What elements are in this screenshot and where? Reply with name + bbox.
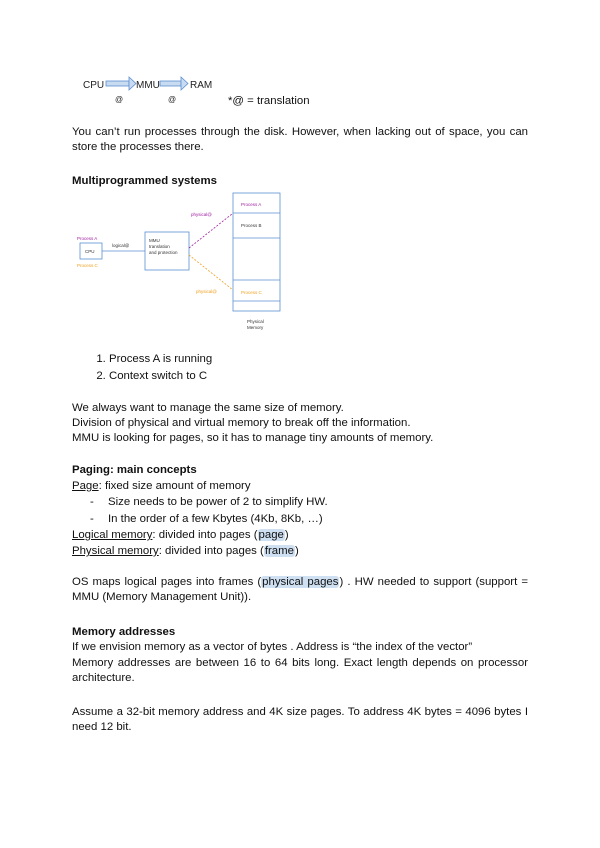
- physical-memory-label-2: Memory: [247, 325, 264, 330]
- process-steps-list: [72, 351, 212, 385]
- page-bullet-list: [72, 494, 528, 528]
- page-bullet: - Size needs to be power of 2 to simplify HW.: [90, 494, 528, 511]
- logical-memory-def: : divided into pages (: [152, 529, 258, 541]
- multiprogrammed-heading: Multiprogrammed systems: [72, 175, 217, 187]
- translation-note: *@ = translation: [228, 95, 310, 107]
- logical-memory-highlight: page: [258, 529, 284, 541]
- page-def-text: : fixed size amount of memory: [98, 480, 251, 492]
- multiprogramming-figure: [72, 190, 292, 340]
- physical-memory-def: : divided into pages (: [158, 545, 264, 557]
- logical-address-label: logical@: [112, 243, 130, 248]
- physical-memory-term: Physical memory: [72, 545, 159, 557]
- memory-addresses-line1: If we envision memory as a vector of bytes . Address is “the index of the vector”: [72, 641, 473, 653]
- physical-memory-definition: [72, 544, 528, 559]
- process-c-label: Process C: [77, 263, 98, 268]
- physical-address-a-label: physical@: [191, 212, 212, 217]
- os-maps-highlight: physical pages: [262, 576, 339, 588]
- page-definition: [72, 479, 528, 494]
- logical-memory-definition: [72, 528, 528, 543]
- process-a-label: Process A: [77, 236, 98, 241]
- cpu-mmu-ram-flow-diagram: [78, 74, 238, 110]
- flow-at-symbol-1: @: [115, 95, 124, 104]
- page-bullet: - In the order of a few Kbytes (4Kb, 8Kb, …): [90, 511, 528, 528]
- os-maps-post: ) . HW needed to support (support = MMU (Memory Management Unit)).: [72, 576, 528, 603]
- page-term: Page: [72, 480, 99, 492]
- flow-ram-label: RAM: [190, 80, 213, 91]
- physical-memory-end: ): [294, 545, 299, 557]
- memory-note-2: Division of physical and virtual memory to break off the information.: [72, 417, 411, 429]
- step-item: 1. Process A is running: [109, 351, 212, 368]
- flow-mmu-label: MMU: [136, 80, 160, 91]
- flow-arrow-2: [160, 77, 188, 90]
- memory-process-b: Process B: [241, 223, 262, 228]
- flow-cpu-label: CPU: [83, 80, 105, 91]
- memory-addresses-paragraph: Memory addresses are between 16 to 64 bits long. Exact length depends on processor architecture.: [72, 657, 528, 684]
- logical-memory-term: Logical memory: [72, 529, 153, 541]
- flow-arrow-1: [106, 77, 136, 90]
- paging-heading: Paging: main concepts: [72, 464, 197, 476]
- cpu-box-label: CPU: [85, 249, 95, 254]
- intro-paragraph: You can’t run processes through the disk. However, when lacking out of space, you can store the processes there.: [72, 126, 528, 153]
- memory-process-a: Process A: [241, 202, 262, 207]
- memory-process-c: Process C: [241, 290, 262, 295]
- mmu-box-line3: and protection: [149, 250, 178, 255]
- mmu-box-line2: translation: [149, 244, 170, 249]
- memory-addresses-heading: Memory addresses: [72, 626, 176, 638]
- physical-memory-label-1: Physical: [247, 319, 264, 324]
- mmu-box-line1: MMU: [149, 238, 160, 243]
- physical-address-c-label: physical@: [196, 289, 217, 294]
- memory-note-1: We always want to manage the same size of memory.: [72, 402, 344, 414]
- os-maps-pre: OS maps logical pages into frames (: [72, 576, 262, 588]
- flow-at-symbol-2: @: [168, 95, 177, 104]
- physical-memory-highlight: frame: [264, 545, 294, 557]
- paging-definitions: [72, 479, 528, 559]
- assume-paragraph: Assume a 32-bit memory address and 4K size pages. To address 4K bytes = 4096 bytes I need 12 bit.: [72, 706, 528, 733]
- os-maps-paragraph: [72, 575, 528, 605]
- step-item: 2. Context switch to C: [109, 368, 212, 385]
- memory-note-3: MMU is looking for pages, so it has to manage tiny amounts of memory.: [72, 432, 434, 444]
- logical-memory-end: ): [284, 529, 289, 541]
